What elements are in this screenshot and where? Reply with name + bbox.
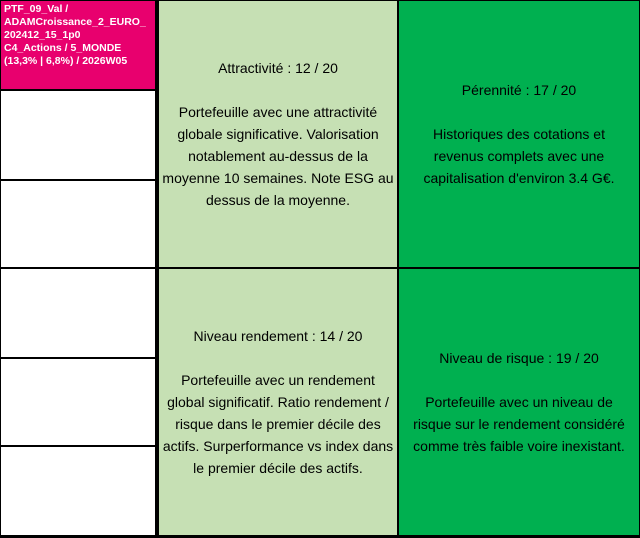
- rendement-description: Portefeuille avec un rendement global significatif. Ratio rendement / risque dans le premier décile des actifs. Surperformance vs index dans le premier décile des actifs.: [162, 372, 394, 476]
- attractivite-title: Attractivité : 12 / 20: [218, 60, 338, 76]
- empty-cell: [0, 90, 156, 180]
- risque-description: Portefeuille avec un niveau de risque sur le rendement considéré comme très faible voire inexistant.: [413, 394, 625, 454]
- perennite-description: Historiques des cotations et revenus complets avec une capitalisation d'environ 3.4 G€.: [423, 126, 615, 186]
- empty-cell: [0, 268, 156, 358]
- left-column: [0, 0, 158, 538]
- perennite-title: Pérennité : 17 / 20: [461, 82, 577, 98]
- empty-cell: [0, 446, 156, 536]
- attractivite-description: Portefeuille avec une attractivité globale significative. Valorisation notablement au-dessus de la moyenne 10 semaines. Note ESG au dessus de la moyenne.: [162, 104, 394, 208]
- perennite-card: [398, 0, 640, 268]
- empty-cell: [0, 180, 156, 268]
- rendement-card: [158, 268, 398, 536]
- risque-title: Niveau de risque : 19 / 20: [439, 350, 599, 366]
- empty-cell: [0, 358, 156, 446]
- attractivite-card: [158, 0, 398, 268]
- row-divider: [0, 267, 640, 269]
- risque-card: [398, 268, 640, 536]
- portfolio-header: PTF_09_Val / ADAMCroissance_2_EURO_ 202412_15_1p0 C4_Actions / 5_MONDE (13,3% | 6,8%) / 2026W05: [0, 0, 156, 90]
- rendement-title: Niveau rendement : 14 / 20: [193, 328, 363, 344]
